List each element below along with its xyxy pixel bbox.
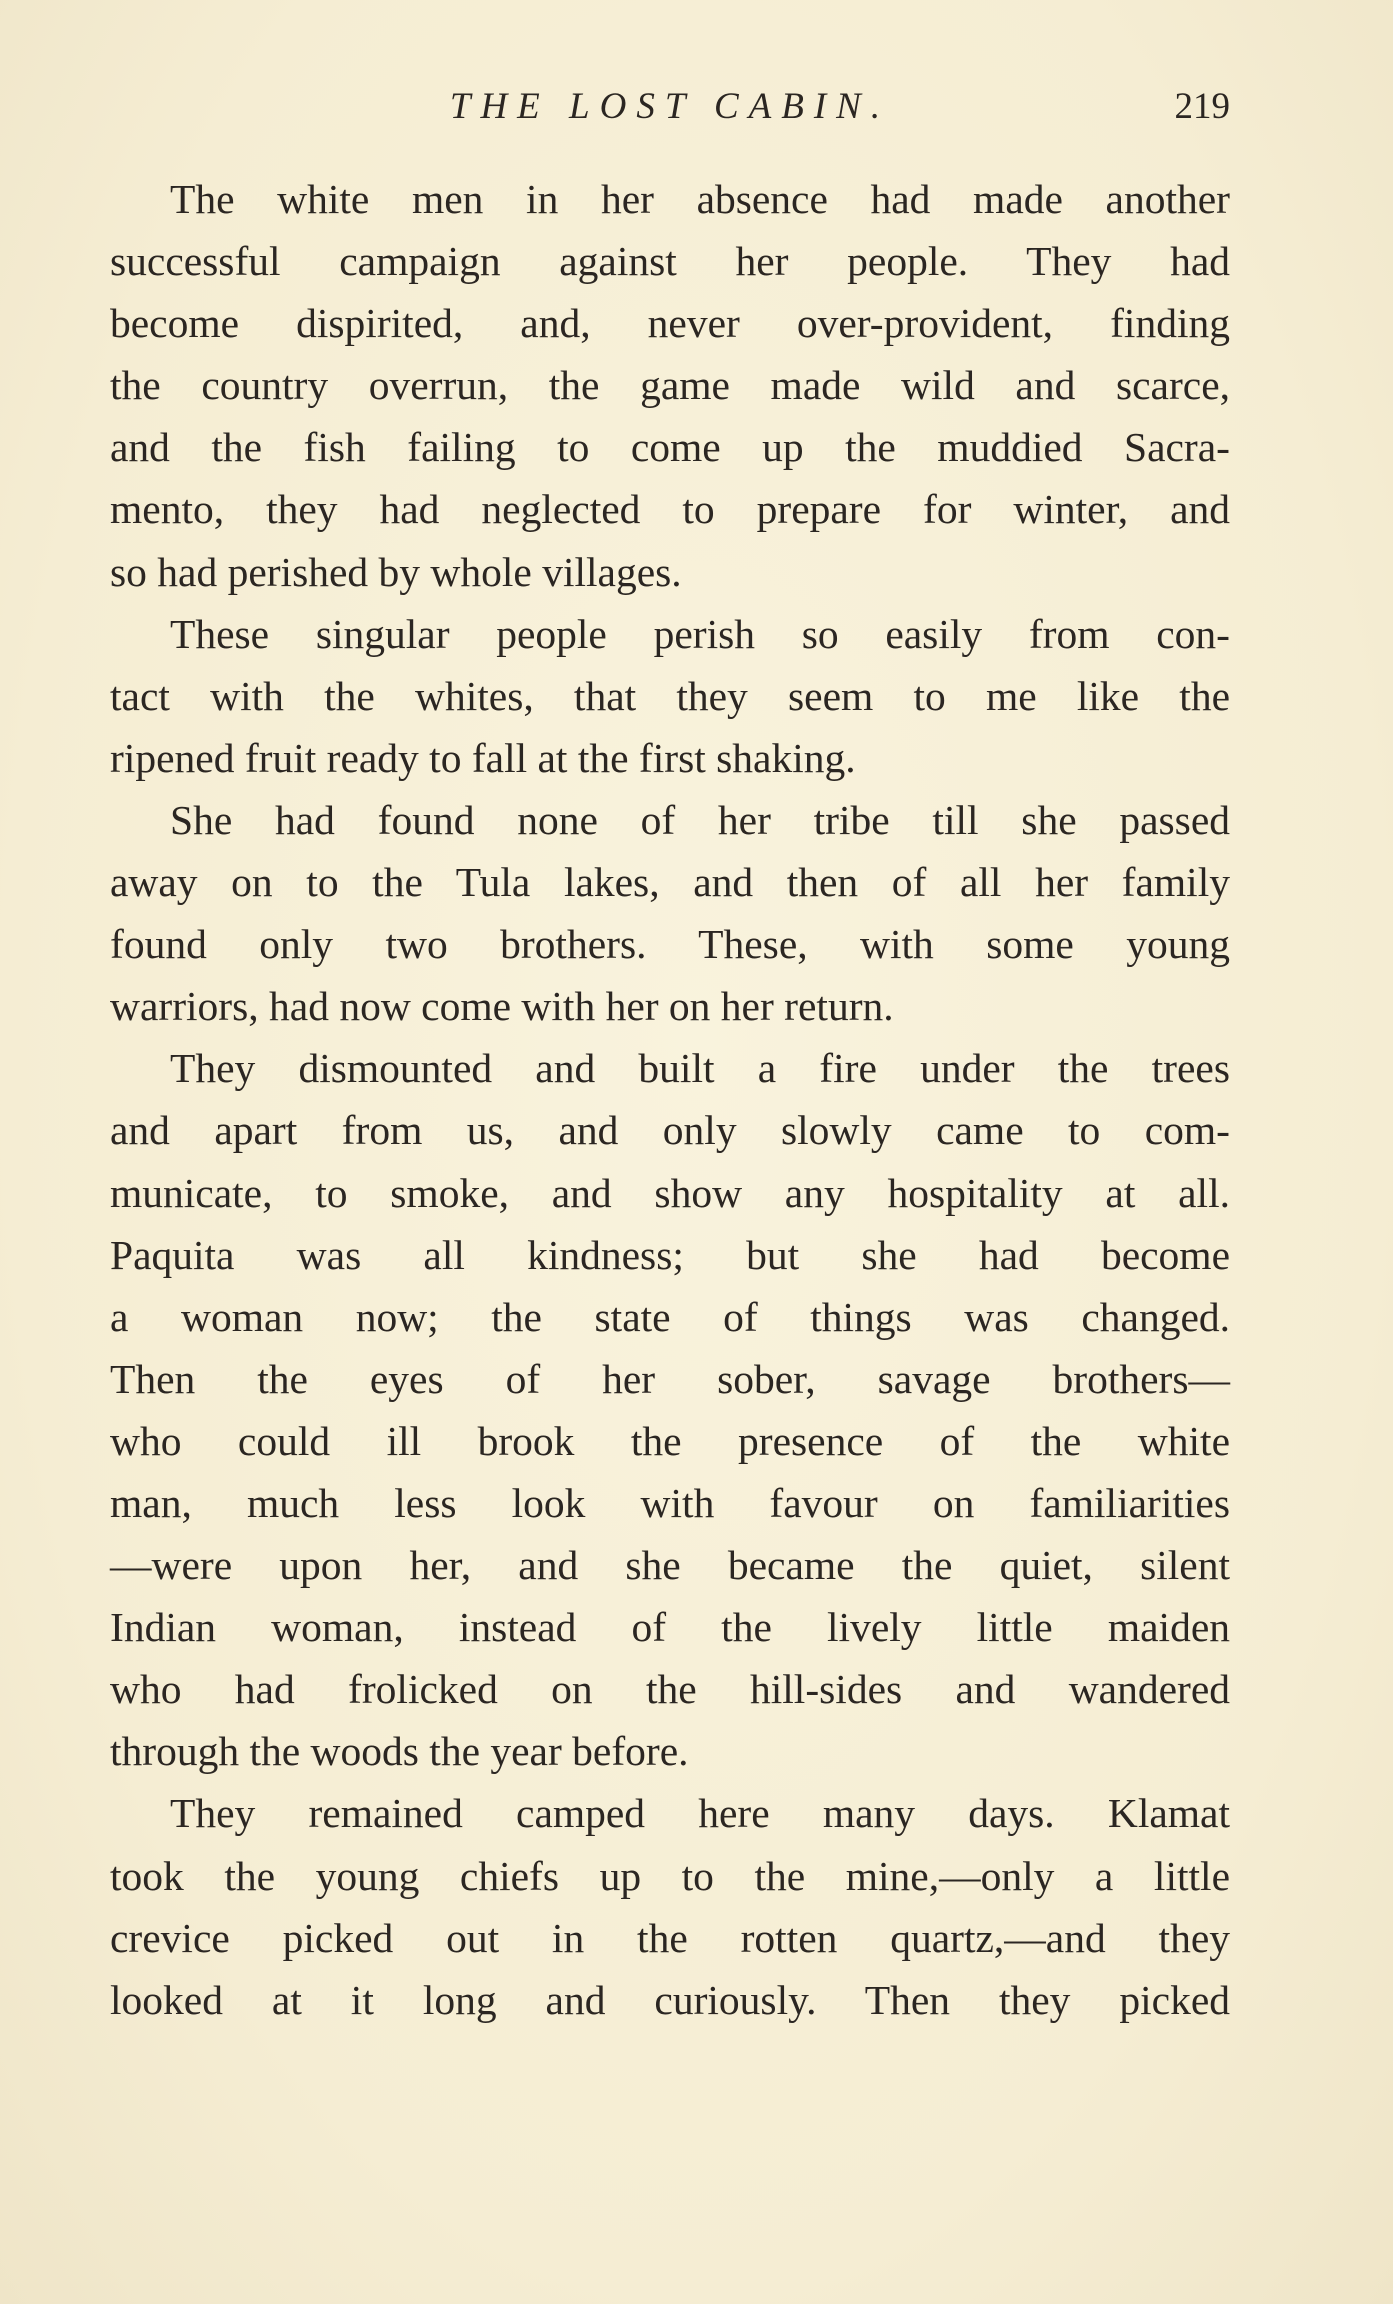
- text-line: a woman now; the state of things was changed.: [110, 1293, 1230, 1340]
- text-line: Paquita was all kindness; but she had become: [110, 1231, 1230, 1278]
- text-line: so had perished by whole villages.: [110, 548, 682, 595]
- text-line: man, much less look with favour on familiarities: [110, 1479, 1230, 1526]
- text-line: and the fish failing to come up the muddied Sacra-: [110, 424, 1230, 471]
- running-title: THE LOST CABIN.: [449, 86, 891, 127]
- text-line: successful campaign against her people. They had: [110, 238, 1230, 285]
- text-line: crevice picked out in the rotten quartz,—and they: [110, 1914, 1230, 1961]
- text-line: tact with the whites, that they seem to me like the: [110, 672, 1230, 719]
- text-line: looked at it long and curiously. Then they picked: [110, 1976, 1230, 2023]
- text-line: Then the eyes of her sober, savage brothers—: [110, 1355, 1230, 1402]
- text-line: They remained camped here many days. Klamat: [170, 1790, 1230, 1837]
- text-line: through the woods the year before.: [110, 1728, 689, 1775]
- text-line: and apart from us, and only slowly came to com-: [110, 1107, 1230, 1154]
- text-line: municate, to smoke, and show any hospitality at all.: [110, 1169, 1230, 1216]
- text-line: Indian woman, instead of the lively little maiden: [110, 1604, 1230, 1651]
- text-line: They dismounted and built a fire under the trees: [170, 1045, 1230, 1092]
- text-line: These singular people perish so easily from con-: [170, 610, 1230, 657]
- text-line: who could ill brook the presence of the white: [110, 1417, 1230, 1464]
- text-line: —were upon her, and she became the quiet, silent: [110, 1542, 1230, 1589]
- text-line: mento, they had neglected to prepare for winter, and: [110, 486, 1230, 533]
- text-line: warriors, had now come with her on her return.: [110, 983, 894, 1030]
- text-line: away on to the Tula lakes, and then of all her family: [110, 859, 1230, 906]
- text-line: The white men in her absence had made another: [170, 176, 1230, 222]
- body-text: [110, 168, 1230, 2031]
- text-line: ripened fruit ready to fall at the first shaking.: [110, 734, 856, 781]
- page-number: 219: [1174, 86, 1230, 127]
- text-line: become dispirited, and, never over-provident, finding: [110, 300, 1230, 347]
- text-line: who had frolicked on the hill-sides and wandered: [110, 1666, 1230, 1713]
- text-line: the country overrun, the game made wild and scarce,: [110, 362, 1230, 409]
- running-head: [110, 82, 1230, 132]
- text-line: found only two brothers. These, with some young: [110, 921, 1230, 968]
- text-line: She had found none of her tribe till she passed: [170, 796, 1230, 843]
- text-line: took the young chiefs up to the mine,—only a little: [110, 1852, 1230, 1899]
